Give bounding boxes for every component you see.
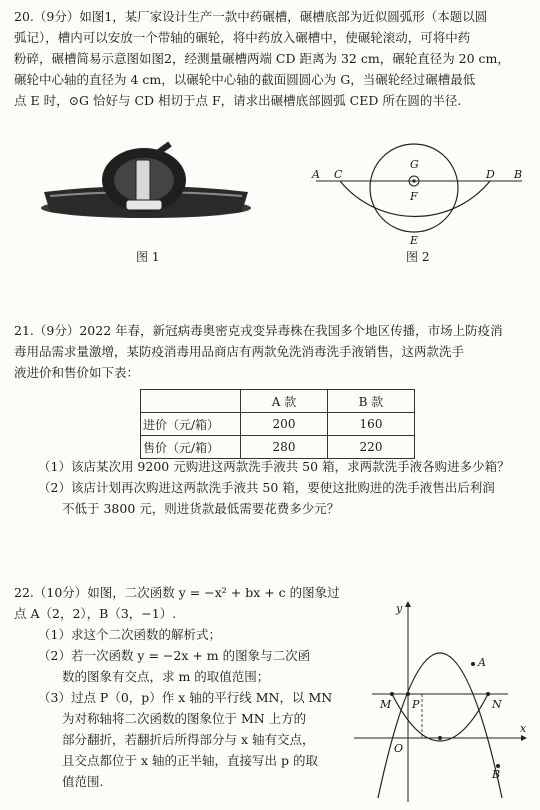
q20-line: 20.（9分）如图1，某厂家设计生产一款中药碾槽，碾槽底部为近似圆弧形（本题以圆 [14,9,488,24]
table-header-cell: B 款 [328,390,415,413]
table-cell: 200 [241,413,328,436]
q22-sub3-cont: 值范围. [62,774,104,789]
q22-sub2: （2）若一次函数 y = −2x + m 的图象与二次函 [38,648,311,663]
table-cell: 售价（元/箱） [141,436,241,459]
label-x-axis: x [520,722,527,735]
q21-sub1: （1）该店某次用 9200 元购进这两款洗手液共 50 箱，求两款洗手液各购进多少箱？ [38,459,510,474]
figure-1-caption: 图 1 [136,250,160,264]
q21-line: 毒用品需求量激增，某防疫消毒用品商店有两款免洗消毒洗手液销售，这两款洗手 [14,344,465,359]
q20-line: 弧记），槽内可以安放一个带轴的碾轮，将中药放入碾槽中，使碾轮滚动，可将中药 [14,30,471,45]
table-header-cell: A 款 [241,390,328,413]
label-P: P [412,698,420,711]
label-G: G [410,158,419,171]
q22-sub3-cont: 部分翻折，若翻折后所得部分与 x 轴有交点， [62,732,315,747]
label-B: B [492,768,501,781]
q21-line: 液进价和售价如下表： [14,365,140,380]
question-21-subparts [14,456,528,519]
table-row [141,413,415,436]
label-E: E [410,234,419,247]
q21-line: 21.（9分）2022 年春，新冠病毒奥密克戎变异毒株在我国多个地区传播，市场上防疫消 [14,323,503,338]
question-22-text [14,582,354,792]
q20-line: 粉碎，碾槽简易示意图如图2，经测量碾槽两端 CD 距离为 32 cm，碾轮直径为 20 cm， [14,51,510,66]
label-M: M [380,698,392,711]
q21-sub2-cont: 不低于 3800 元，则进货款最低需要花费多少元？ [62,501,340,516]
label-A: A [312,168,320,181]
table-cell: 进价（元/箱） [141,413,241,436]
question-21-text [14,320,528,383]
q22-sub2-cont: 数的图象有交点，求 m 的取值范围； [62,669,270,684]
label-C: C [334,168,343,181]
price-table [140,389,415,459]
figure-1-grinder-illustration [36,140,256,240]
q22-sub1: （1）求这个二次函数的解析式； [38,627,221,642]
figure-2-caption: 图 2 [406,250,430,264]
label-B: B [514,168,523,181]
q22-line: 点 A（2，2），B（3，−1）. [14,606,177,621]
table-header-row [141,390,415,413]
q21-sub2: （2）该店计划再次购进这两款洗手液共 50 箱，要使这批购进的洗手液售出后利润 [38,480,495,495]
label-origin: O [394,742,404,755]
q22-function-graph [350,598,532,806]
figure-2-diagram [310,148,530,248]
question-20-text [14,6,528,111]
table-header-cell [141,390,241,413]
q20-line: 碾轮中心轴的直径为 4 cm，以碾轮中心轴的截面圆圆心为 G，当碾轮经过碾槽最低 [14,72,476,87]
q20-line: 点 E 时，⊙G 恰好与 CD 相切于点 F，请求出碾槽底部圆弧 CED 所在圆的半径. [14,93,462,108]
table-cell: 280 [241,436,328,459]
label-N: N [492,698,502,711]
label-A: A [478,656,486,669]
q22-sub3-cont: 且交点都位于 x 轴的正半轴，直接写出 p 的取 [62,753,318,768]
label-y-axis: y [396,602,403,615]
table-cell: 220 [328,436,415,459]
q22-sub3-cont: 为对称轴将二次函数的图象位于 MN 上方的 [62,711,307,726]
table-cell: 160 [328,413,415,436]
label-D: D [486,168,495,181]
label-F: F [410,190,418,203]
q22-sub3: （3）过点 P（0，p）作 x 轴的平行线 MN，以 MN [38,690,333,705]
q22-line: 22.（10分）如图，二次函数 y = −x² + bx + c 的图象过 [14,585,340,600]
